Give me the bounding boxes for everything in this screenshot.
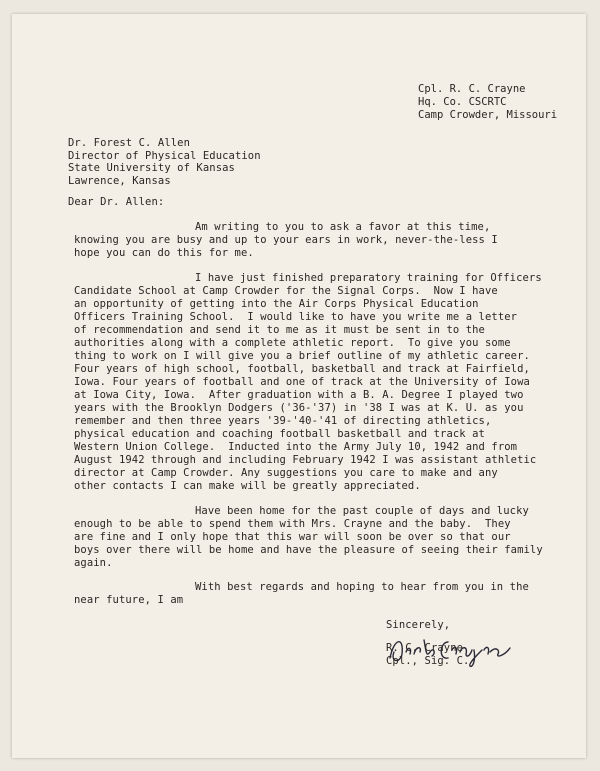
body-line: near future, I am xyxy=(74,594,184,606)
body-line: Western Union College. Inducted into the Army July 10, 1942 and from xyxy=(74,441,518,453)
body-line: remember and then three years '39-'40-'41 of directing athletics, xyxy=(74,415,492,427)
body-line: With best regards and hoping to hear from you in the xyxy=(195,581,529,593)
body-line: physical education and coaching football basketball and track at xyxy=(74,428,485,440)
body-line: at Iowa City, Iowa. After graduation with a B. A. Degree I played two xyxy=(74,389,524,401)
recipient-institution: State University of Kansas xyxy=(68,162,235,174)
recipient-name: Dr. Forest C. Allen xyxy=(68,137,191,149)
body-line: I have just finished preparatory training for Officers xyxy=(195,272,542,284)
sender-location: Camp Crowder, Missouri xyxy=(418,109,558,121)
body-line: again. xyxy=(74,557,113,569)
body-line: other contacts I can make will be greatly appreciated. xyxy=(74,480,421,492)
body-line: knowing you are busy and up to your ears in work, never-the-less I xyxy=(74,234,498,246)
body-line: are fine and I only hope that this war will soon be over so that our xyxy=(74,531,511,543)
salutation: Dear Dr. Allen: xyxy=(68,196,165,208)
body-line: Officers Training School. I would like to have you write me a letter xyxy=(74,311,518,323)
body-line: years with the Brooklyn Dodgers ('36-'37) in '38 I was at K. U. as you xyxy=(74,402,524,414)
recipient-city: Lawrence, Kansas xyxy=(68,175,171,187)
sender-name: Cpl. R. C. Crayne xyxy=(418,83,526,95)
body-line: of recommendation and send it to me as it must be sent in to the xyxy=(74,324,485,336)
body-line: hope you can do this for me. xyxy=(74,247,254,259)
body-line: Have been home for the past couple of days and lucky xyxy=(195,505,529,517)
body-line: an opportunity of getting into the Air Corps Physical Education xyxy=(74,298,479,310)
letter-sheet xyxy=(12,14,586,758)
valediction: Sincerely, xyxy=(386,619,451,631)
rank: Cpl., Sig. C. xyxy=(386,655,470,667)
recipient-title: Director of Physical Education xyxy=(68,150,261,162)
body-line: Candidate School at Camp Crowder for the Signal Corps. Now I have xyxy=(74,285,498,297)
body-line: Am writing to you to ask a favor at this time, xyxy=(195,221,491,233)
body-line: authorities along with a complete athletic report. To give you some xyxy=(74,337,511,349)
body-line: boys over there will be home and have the pleasure of seeing their family xyxy=(74,544,543,556)
body-line: thing to work on I will give you a brief outline of my athletic career. xyxy=(74,350,530,362)
body-line: director at Camp Crowder. Any suggestions you care to make and any xyxy=(74,467,498,479)
typed-name: R. C. Crayne xyxy=(386,642,464,654)
body-line: Four years of high school, football, basketball and track at Fairfield, xyxy=(74,363,530,375)
body-line: enough to be able to spend them with Mrs. Crayne and the baby. They xyxy=(74,518,511,530)
body-line: Iowa. Four years of football and one of track at the University of Iowa xyxy=(74,376,530,388)
sender-unit: Hq. Co. CSCRTC xyxy=(418,96,507,108)
body-line: August 1942 through and including February 1942 I was assistant athletic xyxy=(74,454,537,466)
